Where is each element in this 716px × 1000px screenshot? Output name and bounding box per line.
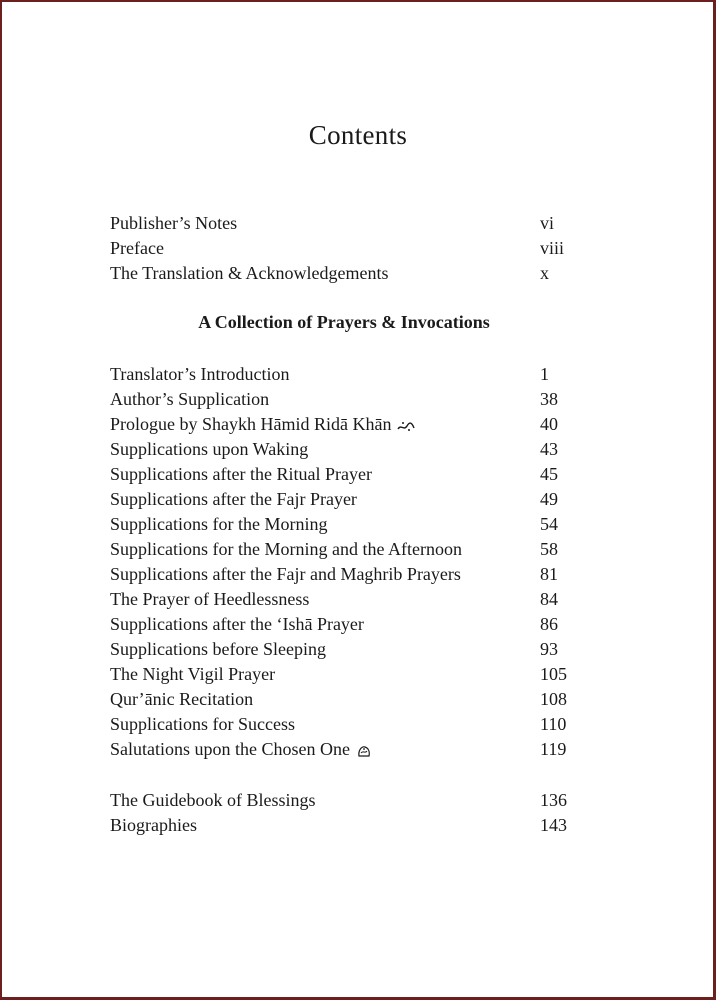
toc-entry[interactable] — [110, 662, 572, 687]
toc-entry-biographies[interactable] — [110, 813, 572, 838]
toc-entry-page: 38 — [540, 389, 558, 409]
toc-entry-page: 40 — [540, 414, 558, 434]
toc-entry-title-text: Prologue by Shaykh Hāmid Ridā Khān — [110, 414, 392, 434]
toc-entry[interactable] — [110, 487, 572, 512]
toc-entry[interactable] — [110, 737, 572, 762]
toc-entry-page: 1 — [540, 364, 549, 384]
toc-entry-title: Supplications before Sleeping — [110, 639, 326, 659]
toc-entry[interactable] — [110, 512, 572, 537]
toc-entry-page: 45 — [540, 464, 558, 484]
toc-entry-title: Supplications after the Fajr and Maghrib Prayers — [110, 564, 461, 584]
toc-entry-preface[interactable] — [110, 236, 572, 261]
toc-entry-guidebook[interactable] — [110, 788, 572, 813]
toc-entry-title-text: Salutations upon the Chosen One — [110, 739, 350, 759]
toc-entry-page: 84 — [540, 589, 558, 609]
toc-entry-page: 86 — [540, 614, 558, 634]
toc-entry-title: The Night Vigil Prayer — [110, 664, 276, 684]
toc-entry-title: Supplications after the Ritual Prayer — [110, 464, 372, 484]
toc-entry-title: Supplications for the Morning and the Afternoon — [110, 539, 462, 559]
toc-entry-page: viii — [540, 238, 565, 258]
toc-entry-title: Biographies — [110, 815, 197, 835]
toc-entry-title: Translator’s Introduction — [110, 364, 290, 384]
toc-entry[interactable] — [110, 362, 572, 387]
toc-entry-title: Supplications for the Morning — [110, 514, 328, 534]
toc-entry-title: Supplications upon Waking — [110, 439, 309, 459]
toc-entry[interactable] — [110, 387, 572, 412]
section-heading: A Collection of Prayers & Invocations — [198, 312, 490, 332]
toc-entry-title: Supplications after the Fajr Prayer — [110, 489, 357, 509]
toc-entry-page: 58 — [540, 539, 558, 559]
toc-entry-title: Publisher’s Notes — [110, 213, 238, 233]
page-title: Contents — [308, 120, 408, 150]
toc-entry-title: Supplications for Success — [110, 714, 295, 734]
toc-entry-page: 110 — [540, 714, 567, 734]
toc-entry-page: 105 — [540, 664, 567, 684]
salutation-glyph-icon — [356, 744, 372, 758]
toc-entry-page: 93 — [540, 639, 558, 659]
toc-entry[interactable] — [110, 412, 572, 437]
toc-entry-page: 54 — [540, 514, 558, 534]
toc-entry-page: 108 — [540, 689, 567, 709]
toc-entry-page: vi — [540, 213, 555, 233]
toc-entry-title: Qur’ānic Recitation — [110, 689, 254, 709]
toc-entry[interactable] — [110, 687, 572, 712]
toc-entry-publishers-notes[interactable] — [110, 211, 572, 236]
toc-entry[interactable] — [110, 437, 572, 462]
toc-entry-page: 43 — [540, 439, 558, 459]
toc-entry[interactable] — [110, 587, 572, 612]
toc-entry-page: 81 — [540, 564, 558, 584]
toc-entry[interactable] — [110, 637, 572, 662]
toc-entry-title-with-icon — [110, 412, 415, 437]
toc-entry-page: 143 — [540, 815, 567, 835]
toc-entry-translation[interactable] — [110, 261, 572, 286]
toc-entry[interactable] — [110, 712, 572, 737]
toc-entry-page: 136 — [540, 790, 567, 810]
toc-entry[interactable] — [110, 537, 572, 562]
toc-entry-title: The Translation & Acknowledgements — [110, 263, 389, 283]
honorific-glyph-icon — [397, 420, 415, 432]
toc-entry[interactable] — [110, 462, 572, 487]
toc-entry-title: The Guidebook of Blessings — [110, 790, 316, 810]
toc-entry-page: x — [540, 263, 549, 283]
toc-entry-page: 119 — [540, 739, 567, 759]
toc-entry[interactable] — [110, 562, 572, 587]
toc-entry-title: The Prayer of Heedlessness — [110, 589, 310, 609]
toc-entry-title: Preface — [110, 238, 164, 258]
toc-entry-page: 49 — [540, 489, 558, 509]
toc-entry[interactable] — [110, 612, 572, 637]
toc-entry-title: Author’s Supplication — [110, 389, 270, 409]
toc-entry-title-with-icon — [110, 737, 372, 762]
toc-entry-title: Supplications after the ‘Ishā Prayer — [110, 614, 364, 634]
